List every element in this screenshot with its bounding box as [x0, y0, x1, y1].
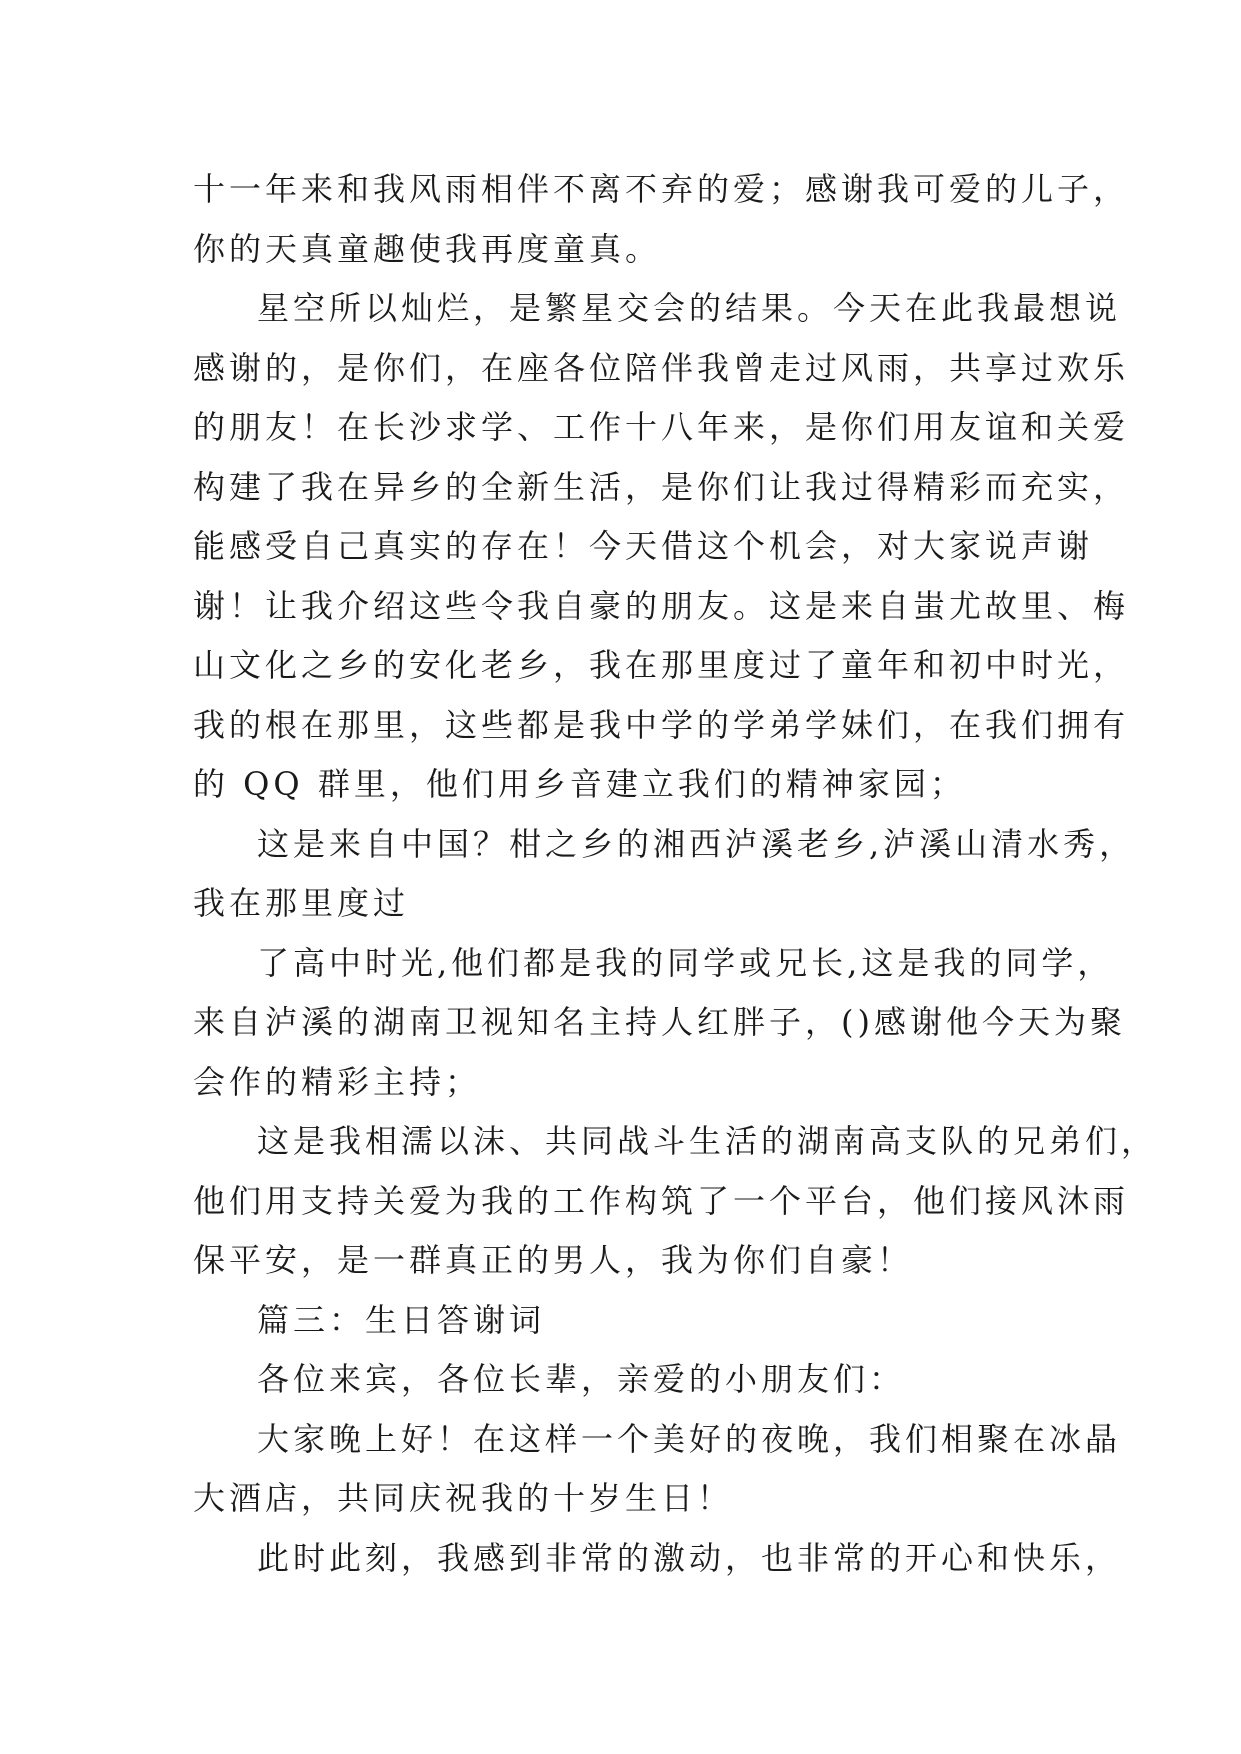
document-body [193, 160, 1158, 1588]
text-line: 构建了我在异乡的全新生活，是你们让我过得精彩而充实， [193, 467, 1130, 506]
text-line: 这是来自中国？柑之乡的湘西泸溪老乡,泸溪山清水秀， [257, 824, 1136, 863]
text-line: 这是我相濡以沫、共同战斗生活的湖南高支队的兄弟们， [257, 1122, 1158, 1160]
section-heading: 篇三：生日答谢词 [257, 1300, 546, 1339]
text-line: 保平安，是一群真正的男人，我为你们自豪！ [193, 1241, 914, 1279]
text-line: 能感受自己真实的存在！今天借这个机会，对大家说声谢 [193, 527, 1094, 565]
text-line: 你的天真童趣使我再度童真。 [193, 229, 662, 268]
text-line: 山文化之乡的安化老乡，我在那里度过了童年和初中时光， [193, 646, 1130, 684]
text-line: 各位来宾，各位长辈，亲爱的小朋友们： [257, 1360, 906, 1398]
text-line: 我在那里度过 [193, 884, 410, 922]
text-line: 谢！让我介绍这些令我自豪的朋友。这是来自蚩尤故里、梅 [193, 586, 1130, 625]
text-line: 了高中时光,他们都是我的同学或兄长,这是我的同学， [257, 943, 1114, 982]
text-line: 感谢的，是你们，在座各位陪伴我曾走过风雨，共享过欢乐 [193, 348, 1130, 387]
text-line: 的朋友！在长沙求学、工作十八年来，是你们用友谊和关爱 [193, 408, 1130, 446]
text-line: 此时此刻，我感到非常的激动，也非常的开心和快乐， [257, 1538, 1122, 1577]
text-line: 来自泸溪的湖南卫视知名主持人红胖子，()感谢他今天为聚 [193, 1003, 1126, 1041]
text-line: 十一年来和我风雨相伴不离不弃的爱；感谢我可爱的儿子， [193, 170, 1130, 208]
text-line: 他们用支持关爱为我的工作构筑了一个平台，他们接风沐雨 [193, 1181, 1130, 1220]
text-line: 大酒店，共同庆祝我的十岁生日！ [193, 1479, 734, 1517]
text-line: 大家晚上好！在这样一个美好的夜晚，我们相聚在冰晶 [257, 1419, 1122, 1458]
text-line: 星空所以灿烂，是繁星交会的结果。今天在此我最想说 [257, 289, 1122, 327]
text-line: 我的根在那里，这些都是我中学的学弟学妹们，在我们拥有 [193, 705, 1130, 744]
text-line: 会作的精彩主持； [193, 1062, 482, 1101]
text-line: 的 QQ 群里，他们用乡音建立我们的精神家园； [193, 765, 966, 803]
